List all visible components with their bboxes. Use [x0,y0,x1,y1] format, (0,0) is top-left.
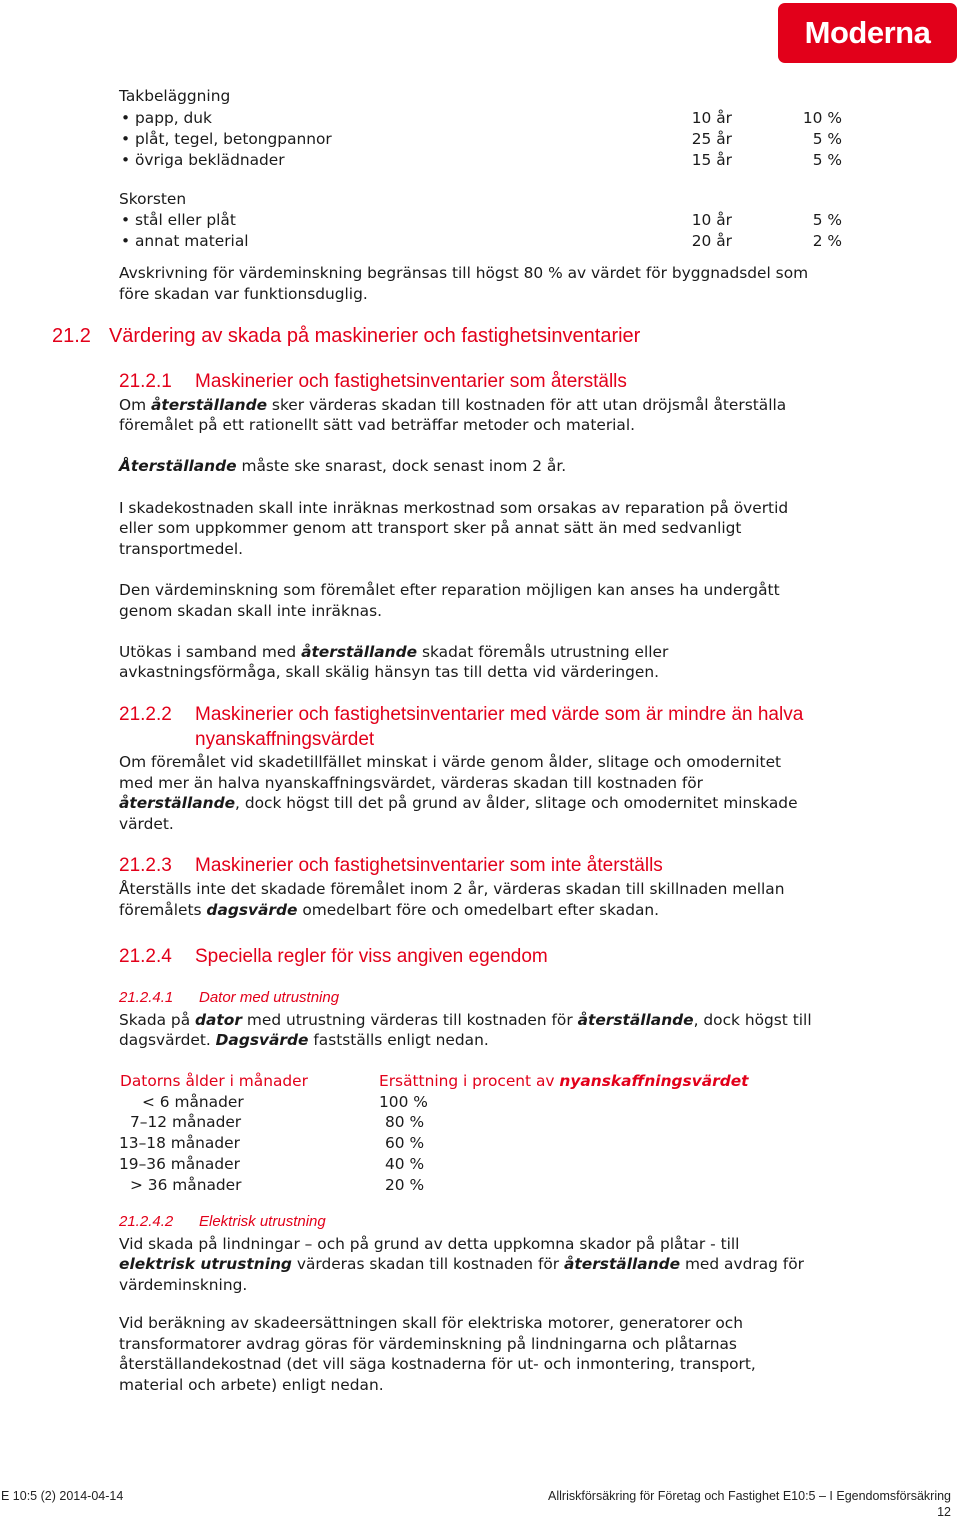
paragraph-line: avkastningsförmåga, skall skälig hänsyn tas till detta vid värderingen. [119,663,659,681]
section-title: Maskinerier och fastighetsinventarier som inte återställs [195,855,663,876]
paragraph-line: eller som uppkommer genom att transport sker på annat sätt än med sedvanligt [119,519,742,537]
section-number: 21.2.4 [119,946,172,967]
section-number: 21.2.2 [119,704,172,725]
paragraph-line: föremålet på ett rationellt sätt vad beträffar metoder och material. [119,416,636,434]
paragraph-line: värdeminskning. [119,1276,248,1294]
table-cell-pct: 40 % [385,1155,425,1173]
paragraph-line: Skada på dator med utrustning värderas till kostnaden för återställande, dock högst till [119,1011,812,1029]
section-number: 21.2.4.2 [119,1213,174,1230]
section-heading-21-2-4 [119,946,548,968]
paragraph-line: Den värdeminskning som föremålet efter reparation möjligen kan anses ha undergått [119,581,780,599]
paragraph-line: Om föremålet vid skadetillfället minskat i värde genom ålder, slitage och omodernitet [119,753,782,771]
percent-value: 10 % [802,109,842,127]
paragraph-line: med mer än halva nyanskaffningsvärdet, värderas skadan till kostnaden för [119,774,704,792]
moderna-logo: Moderna [778,3,957,63]
paragraph-line: dagsvärdet. Dagsvärde fastställs enligt nedan. [119,1031,489,1049]
paragraph-line: Utökas i samband med återställande skadat föremåls utrustning eller [119,643,669,661]
table-cell-age: 13–18 månader [119,1134,240,1152]
years-value: 10 år [691,109,732,127]
section-title-continued: nyanskaffningsvärdet [195,729,375,750]
section-title: Värdering av skada på maskinerier och fastighetsinventarier [108,325,641,347]
percent-value: 5 % [812,151,842,169]
section-heading-21-2-4-1 [119,989,339,1006]
roof-title: Takbeläggning [119,87,231,105]
chimney-title: Skorsten [119,190,187,208]
paragraph-line: Vid beräkning av skadeersättningen skall för elektriska motorer, generatorer och [119,1314,743,1332]
paragraph-line: elektrisk utrustning värderas skadan till kostnaden för återställande med avdrag för [119,1255,804,1273]
paragraph-line: värdet. [119,815,174,833]
section-number: 21.2.3 [119,855,172,876]
section-heading-21-2-3 [119,855,663,877]
page-number: 12 [937,1505,951,1519]
table-cell-age: 19–36 månader [119,1155,240,1173]
table-cell-pct: 60 % [385,1134,425,1152]
years-value: 15 år [691,151,732,169]
section-heading-21-2-4-2 [119,1213,326,1230]
depreciation-note-line: före skadan var funktionsduglig. [119,285,368,303]
percent-value: 2 % [812,232,842,250]
paragraph-line: Återställs inte det skadade föremålet inom 2 år, värderas skadan till skillnaden mellan [119,880,785,898]
section-title: Speciella regler för viss angiven egendom [195,946,548,967]
percent-value: 5 % [812,130,842,148]
paragraph-line: Om återställande sker värderas skadan till kostnaden för att utan dröjsmål återställa [119,396,787,414]
list-item: • stål eller plåt [135,210,236,231]
years-value: 25 år [691,130,732,148]
list-item: • plåt, tegel, betongpannor [135,129,332,150]
footer-document-id: E 10:5 (2) 2014-04-14 [1,1489,124,1503]
list-item: • papp, duk [135,108,212,129]
list-item: • övriga beklädnader [135,150,285,171]
section-heading-21-2-1 [119,371,627,393]
table-header-age: Datorns ålder i månader [120,1072,308,1090]
paragraph-line: genom skadan skall inte inräknas. [119,602,382,620]
paragraph-line: material och arbete) enligt nedan. [119,1376,384,1394]
years-value: 10 år [691,211,732,229]
table-cell-age: > 36 månader [130,1176,242,1194]
section-number: 21.2.4.1 [119,989,174,1006]
table-header-compensation: Ersättning i procent av nyanskaffningsvärdet [379,1072,749,1090]
section-number: 21.2.1 [119,371,172,392]
depreciation-note-line: Avskrivning för värdeminskning begränsas till högst 80 % av värdet för byggnadsdel som [119,264,809,282]
paragraph-line: transportmedel. [119,540,243,558]
table-cell-pct: 80 % [385,1113,425,1131]
table-cell-pct: 20 % [385,1176,425,1194]
paragraph-line: föremålets dagsvärde omedelbart före och omedelbart efter skadan. [119,901,660,919]
section-heading-21-2 [52,325,640,348]
paragraph-line: transformatorer avdrag göras för värdeminskning på lindningarna och plåtarnas [119,1335,737,1353]
section-title: Maskinerier och fastighetsinventarier som återställs [195,371,627,392]
section-title: Elektrisk utrustning [199,1213,326,1230]
paragraph-line: Vid skada på lindningar – och på grund av detta uppkomna skador på plåtar - till [119,1235,740,1253]
table-cell-pct: 100 % [379,1093,428,1111]
section-title: Dator med utrustning [199,989,340,1006]
list-item: • annat material [135,231,249,252]
paragraph-line: återställande, dock högst till det på grund av ålder, slitage och omodernitet minskade [119,794,798,812]
footer-title: Allriskförsäkring för Företag och Fastighet E10:5 – I Egendomsförsäkring [548,1489,951,1503]
years-value: 20 år [691,232,732,250]
section-heading-21-2-2 [119,704,803,726]
section-number: 21.2 [52,325,91,347]
table-cell-age: 7–12 månader [130,1113,242,1131]
percent-value: 5 % [812,211,842,229]
section-title: Maskinerier och fastighetsinventarier med värde som är mindre än halva [195,704,804,725]
paragraph-line: Återställande måste ske snarast, dock senast inom 2 år. [119,457,567,475]
table-cell-age: < 6 månader [142,1093,244,1111]
paragraph-line: I skadekostnaden skall inte inräknas merkostnad som orsakas av reparation på övertid [119,499,789,517]
paragraph-line: återställandekostnad (det vill säga kostnaderna för ut- och inmontering, transport, [119,1355,756,1373]
